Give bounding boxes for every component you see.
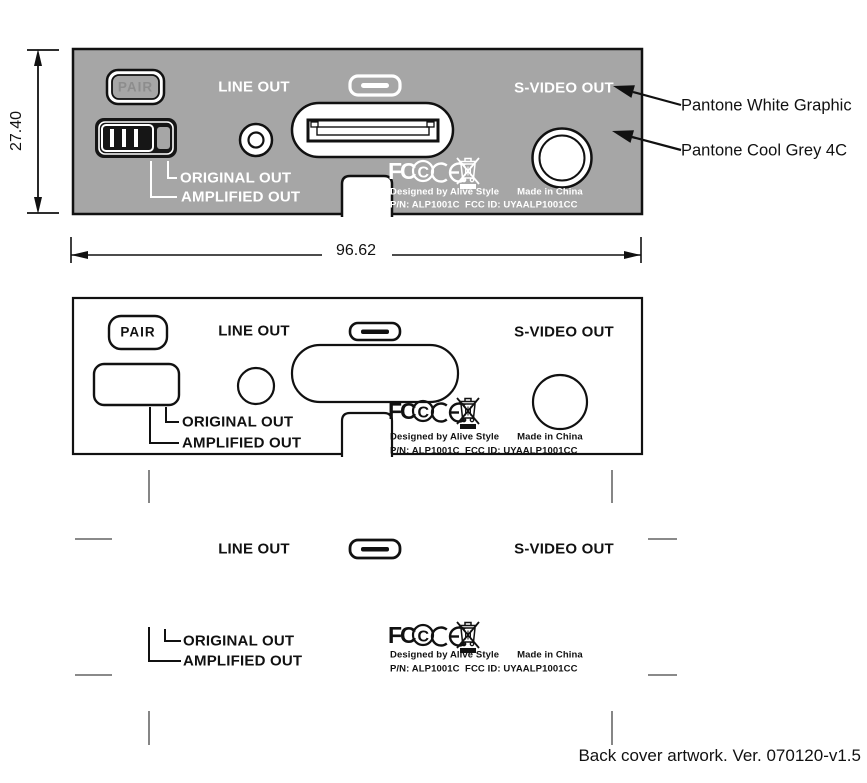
regulatory-marks-bottom (388, 622, 479, 653)
s-video-connector-graphic (533, 129, 592, 188)
arrow-down-icon (34, 197, 42, 214)
dimension-height-value: 27.40 (8, 110, 25, 152)
dimension-width-value: 96.62 (335, 242, 377, 259)
part-number-line-bottom: P/N: ALP1001C FCC ID: UYAALP1001CC (390, 663, 578, 675)
svg-text:C: C (417, 164, 430, 182)
designed-by-line-top (390, 187, 583, 198)
original-out-label-bottom: ORIGINAL OUT (183, 632, 295, 650)
svg-text:C: C (417, 404, 430, 422)
part-number-line-middle: P/N: ALP1001C FCC ID: UYAALP1001CC (390, 445, 578, 457)
s-video-hole-outline (533, 375, 587, 429)
dimension-height-lines (27, 50, 59, 213)
arrow-right-icon (624, 251, 641, 259)
switch-hole-outline (94, 364, 179, 405)
designed-by-text: Designed by Alive Style (390, 431, 500, 443)
s-video-out-label-middle: S-VIDEO OUT (514, 323, 614, 341)
line-out-label-middle: LINE OUT (218, 322, 290, 340)
amplified-out-label-middle: AMPLIFIED OUT (182, 434, 302, 452)
part-number-line-top: P/N: ALP1001C FCC ID: UYAALP1001CC (390, 199, 578, 211)
svg-text:C: C (400, 158, 417, 184)
line-out-connector-graphic (240, 124, 272, 156)
output-switch-graphic (95, 118, 177, 158)
fold-marks (75, 470, 677, 745)
amplified-out-label-top: AMPLIFIED OUT (181, 188, 301, 206)
footer-version-text: Back cover artwork. Ver. 070120-v1.5 (578, 746, 861, 765)
label-bracket-lines-bottom (149, 627, 181, 661)
s-video-out-label-top: S-VIDEO OUT (514, 79, 614, 97)
fcc-mark-icon (388, 398, 433, 424)
middle-panel-notch (342, 413, 392, 457)
dock-hole-outline (292, 345, 458, 402)
designed-by-line-bottom (390, 650, 583, 661)
made-in-text: Made in China (517, 649, 583, 661)
designed-by-text: Designed by Alive Style (390, 649, 500, 661)
callout-cool-grey: Pantone Cool Grey 4C (681, 141, 848, 160)
slot-icon (350, 323, 400, 340)
line-out-hole-outline (238, 368, 274, 404)
svg-text:F: F (388, 398, 403, 424)
slot-icon (350, 540, 400, 558)
svg-text:F: F (388, 622, 403, 648)
s-video-out-label-bottom: S-VIDEO OUT (514, 540, 614, 558)
designed-by-text: Designed by Alive Style (390, 186, 500, 198)
made-in-text: Made in China (517, 431, 583, 443)
svg-text:C: C (400, 622, 417, 648)
svg-text:C: C (417, 628, 430, 646)
arrow-up-icon (34, 49, 42, 66)
fcc-mark-icon (388, 158, 433, 184)
made-in-text: Made in China (517, 186, 583, 198)
designed-by-line-middle (390, 432, 583, 443)
ce-mark-icon (432, 628, 465, 646)
svg-text:F: F (388, 158, 403, 184)
pair-button-label-top: PAIR (117, 79, 154, 95)
dock-connector-graphic (292, 103, 453, 157)
svg-text:C: C (400, 398, 417, 424)
amplified-out-label-bottom: AMPLIFIED OUT (183, 652, 303, 670)
line-out-label-bottom: LINE OUT (218, 540, 290, 558)
pair-button-label-middle: PAIR (120, 324, 156, 340)
top-panel-notch (342, 176, 392, 217)
callout-white-graphic: Pantone White Graphic (681, 96, 852, 115)
fcc-mark-icon (388, 622, 433, 648)
line-out-label-top: LINE OUT (218, 78, 290, 96)
original-out-label-middle: ORIGINAL OUT (182, 413, 294, 431)
arrow-left-icon (71, 251, 88, 259)
original-out-label-top: ORIGINAL OUT (180, 169, 292, 187)
weee-icon (457, 622, 479, 653)
